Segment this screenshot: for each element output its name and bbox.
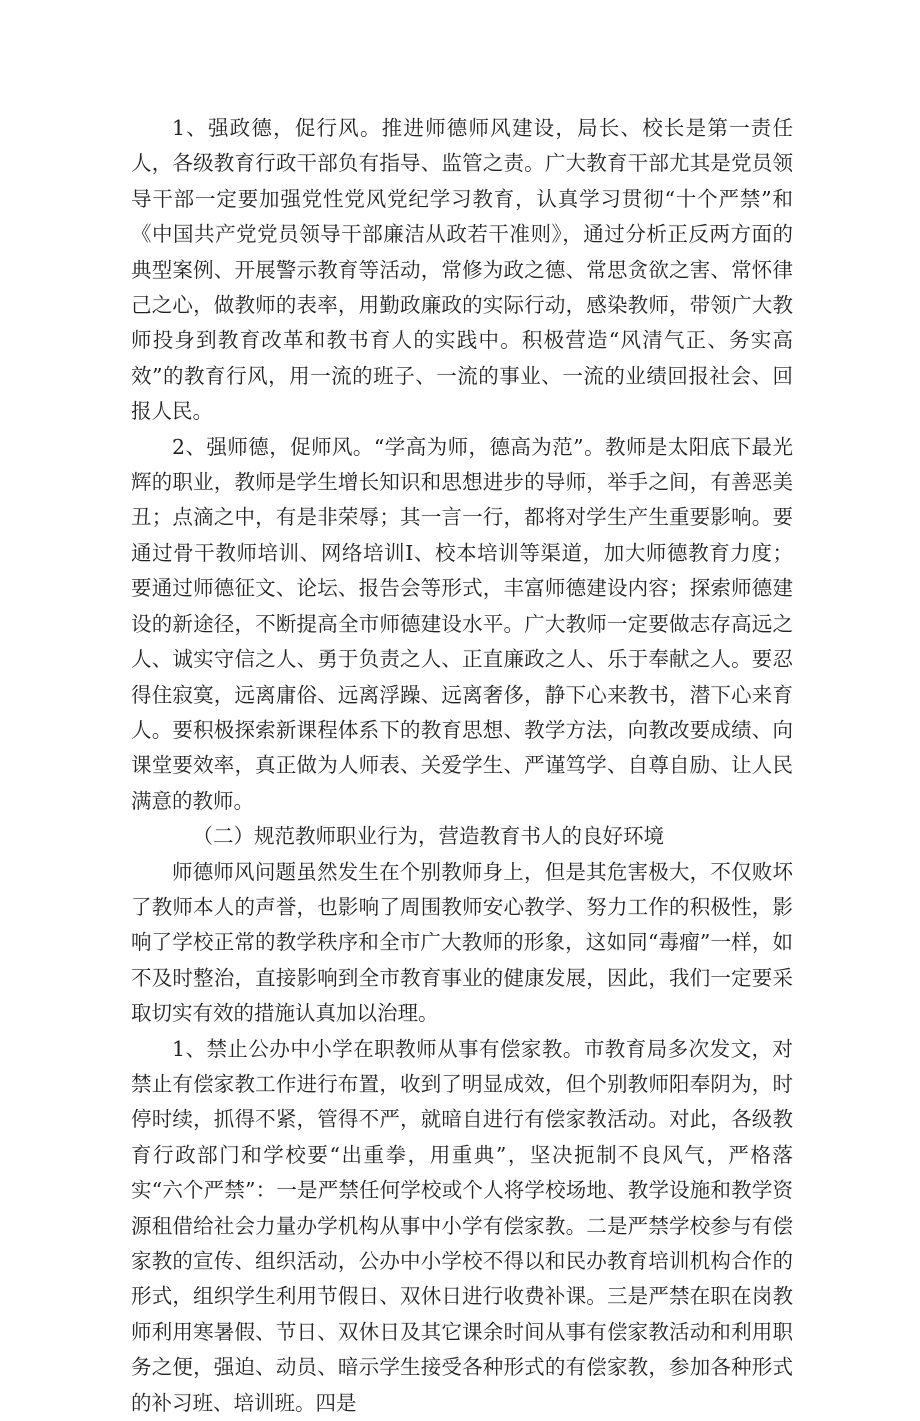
paragraph-teacher-ethics: 2、强师德，促师风。“学高为师，德高为范”。教师是太阳底下最光辉的职业，教师是学生增长知识和思想进步的导师，举手之间，有善恶美丑；点滴之中，有是非荣辱；其一言一行，都将对学生产生重要影响。要通过骨干教师培训、网络培训Ⅰ、校本培训等渠道，加大师德教育力度；要通过师德征文、论坛、报告会等形式，丰富师德建设内容；探索师德建设的新途径，不断提高全市师德建设水平。广大教师一定要做志存高远之人、诚实守信之人、勇于负责之人、正直廉政之人、乐于奉献之人。要忍得住寂寞，远离庸俗、远离浮躁、远离奢侈，静下心来教书，潜下心来育人。要积极探索新课程体系下的教育思想、教学方法，向教改要成绩、向课堂要效率，真正做为人师表、关爱学生、严谨笃学、自尊自励、让人民满意的教师。 <box>131 434 793 813</box>
section-heading: （二）规范教师职业行为，营造教育书人的良好环境 <box>192 824 664 849</box>
paragraph-ethics-problem: 师德师风问题虽然发生在个别教师身上，但是其危害极大，不仅败坏了教师本人的声誉，也影响了周围教师安心教学、努力工作的积极性，影响了学校正常的教学秩序和全市广大教师的形象，这如同“毒瘤”一样，如不及时整治，直接影响到全市教育事业的健康发展，因此，我们一定要采取切实有效的措施认真加以治理。 <box>131 859 793 1026</box>
paragraph-political-ethics: 1、强政德，促行风。推进师德师风建设，局长、校长是第一责任人，各级教育行政干部负有指导、监管之责。广大教育干部尤其是党员领导干部一定要加强党性党风党纪学习教育，认真学习贯彻“十个严禁”和《中国共产党党员领导干部廉洁从政若干准则》，通过分析正反两方面的典型案例、开展警示教育等活动，常修为政之德、常思贪欲之害、常怀律己之心，做教师的表率，用勤政廉政的实际行动，感染教师，带领广大教师投身到教育改革和教书育人的实践中。积极营造“风清气正、务实高效”的教育行风，用一流的班子、一流的事业、一流的业绩回报社会、回报人民。 <box>131 116 793 424</box>
document-body <box>131 111 793 1421</box>
paragraph-paid-tutoring-ban: 1、禁止公办中小学在职教师从事有偿家教。市教育局多次发文，对禁止有偿家教工作进行布置，收到了明显成效，但个别教师阳奉阴为，时停时续，抓得不紧，管得不严，就暗自进行有偿家教活动。对此，各级教育行政部门和学校要“出重拳，用重典”，坚决扼制不良风气，严格落实“六个严禁”：一是严禁任何学校或个人将学校场地、教学设施和教学资源租借给社会力量办学机构从事中小学有偿家教。二是严禁学校参与有偿家教的宣传、组织活动，公办中小学校不得以和民办教育培训机构合作的形式，组织学生利用节假日、双休日进行收费补课。三是严禁在职在岗教师利用寒暑假、节日、双休日及其它课余时间从事有偿家教活动和利用职务之便，强迫、动员、暗示学生接受各种形式的有偿家教，参加各种形式的补习班、培训班。四是 <box>131 1036 793 1415</box>
